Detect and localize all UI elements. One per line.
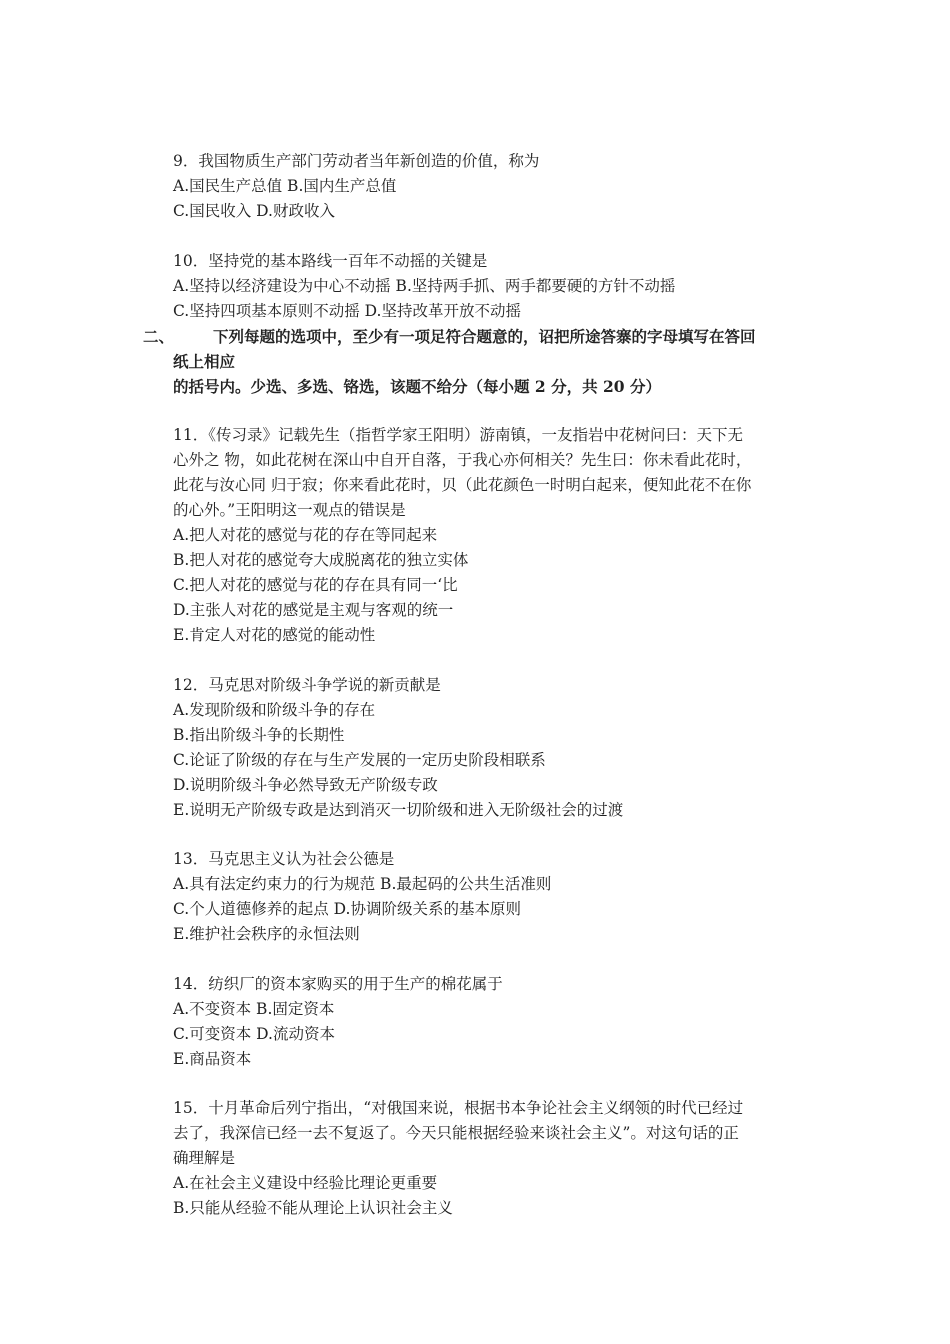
question-option: A.在社会主义建设中经验比理论更重要: [173, 1174, 438, 1192]
question-stem: 心外之 物，如此花树在深山中自开自落，于我心亦何相关？先生曰：你未看此花时，: [173, 451, 752, 469]
question-option: C.可变资本 D.流动资本: [173, 1024, 335, 1043]
question-option: E.肯定人对花的感觉的能动性: [173, 626, 376, 644]
section-number: 二、: [143, 326, 175, 346]
question-option: E.商品资本: [173, 1049, 252, 1068]
question-option: B.把人对花的感觉夸大成脱离花的独立实体: [173, 551, 469, 569]
section-title-line: 下列每题的选项中，至少有一项足符合题意的，诏把所途答寨的字母填写在答回: [213, 326, 756, 346]
section-title-line: 的括号内。少选、多选、铬选，该题不给分（每小题 2 分，共 20 分）: [173, 376, 661, 396]
question-option: E.说明无产阶级专政是达到消灭一切阶级和进入无阶级社会的过渡: [173, 800, 624, 819]
question-stem: 13．马克思主义认为社会公德是: [173, 850, 395, 868]
question-stem: 12．马克思对阶级斗争学说的新贡献是: [173, 675, 441, 694]
question-option: A.把人对花的感觉与花的存在等同起来: [173, 526, 438, 544]
question-option: A.发现阶级和阶级斗争的存在: [173, 700, 376, 719]
document-body: [143, 149, 813, 1221]
question-15: [173, 1096, 813, 1221]
question-option: D.说明阶级斗争必然导致无产阶级专政: [173, 775, 438, 794]
question-stem: 确理解是: [173, 1149, 236, 1167]
question-stem: 14．纺织厂的资本家购买的用于生产的棉花属于: [173, 974, 503, 993]
question-stem: 11．《传习录》记载先生（指哲学家王阳明）游南镇，一友指岩中花树问曰：天下无: [173, 426, 743, 444]
question-option: C.国民收入 D.财政收入: [173, 202, 335, 220]
section-heading: [143, 324, 813, 399]
section-title-line: 纸上相应: [173, 351, 236, 371]
question-14: [173, 972, 813, 1072]
question-option: A.具有法定约束力的行为规范 B.最起码的公共生活准则: [173, 875, 552, 893]
question-stem: 此花与汝心同 归于寂；你来看此花时，贝（此花颜色一时明白起来，便知此花不在你: [173, 476, 752, 494]
question-option: B.只能从经验不能从理论上认识社会主义: [173, 1199, 453, 1217]
question-option: C.论证了阶级的存在与生产发展的一定历史阶段相联系: [173, 750, 546, 769]
question-option: E.维护社会秩序的永恒法则: [173, 925, 360, 943]
question-stem: 10．坚持党的基本路线一百年不动摇的关键是: [173, 251, 488, 270]
question-option: A.不变资本 B.固定资本: [173, 999, 335, 1018]
question-12: [173, 673, 813, 823]
question-11: [173, 423, 813, 648]
question-10: [173, 249, 813, 324]
question-option: A.国民生产总值 B.国内生产总值: [173, 177, 397, 195]
question-13: [173, 847, 813, 947]
question-option: C.把人对花的感觉与花的存在具有同一‘比: [173, 576, 458, 594]
question-9: [173, 149, 813, 224]
question-stem: 的心外。”王阳明这一观点的错误是: [173, 501, 406, 519]
question-option: C.个人道德修养的起点 D.协调阶级关系的基本原则: [173, 900, 521, 918]
question-option: B.指出阶级斗争的长期性: [173, 725, 345, 744]
question-stem: 去了，我深信已经一去不复返了。今天只能根据经验来谈社会主义”。对这句话的正: [173, 1124, 739, 1142]
question-stem: 9．我国物质生产部门劳动者当年新创造的价值，称为: [173, 152, 540, 170]
question-option: A.坚持以经济建设为中心不动摇 B.坚持两手抓、两手都要硬的方针不动摇: [173, 276, 676, 295]
question-option: C.坚持四项基本原则不动摇 D.坚持改革开放不动摇: [173, 301, 521, 320]
question-stem: 15．十月革命后列宁指出，“对俄国来说，根据书本争论社会主义纲领的时代已经过: [173, 1099, 744, 1117]
question-option: D.主张人对花的感觉是主观与客观的统一: [173, 601, 454, 619]
